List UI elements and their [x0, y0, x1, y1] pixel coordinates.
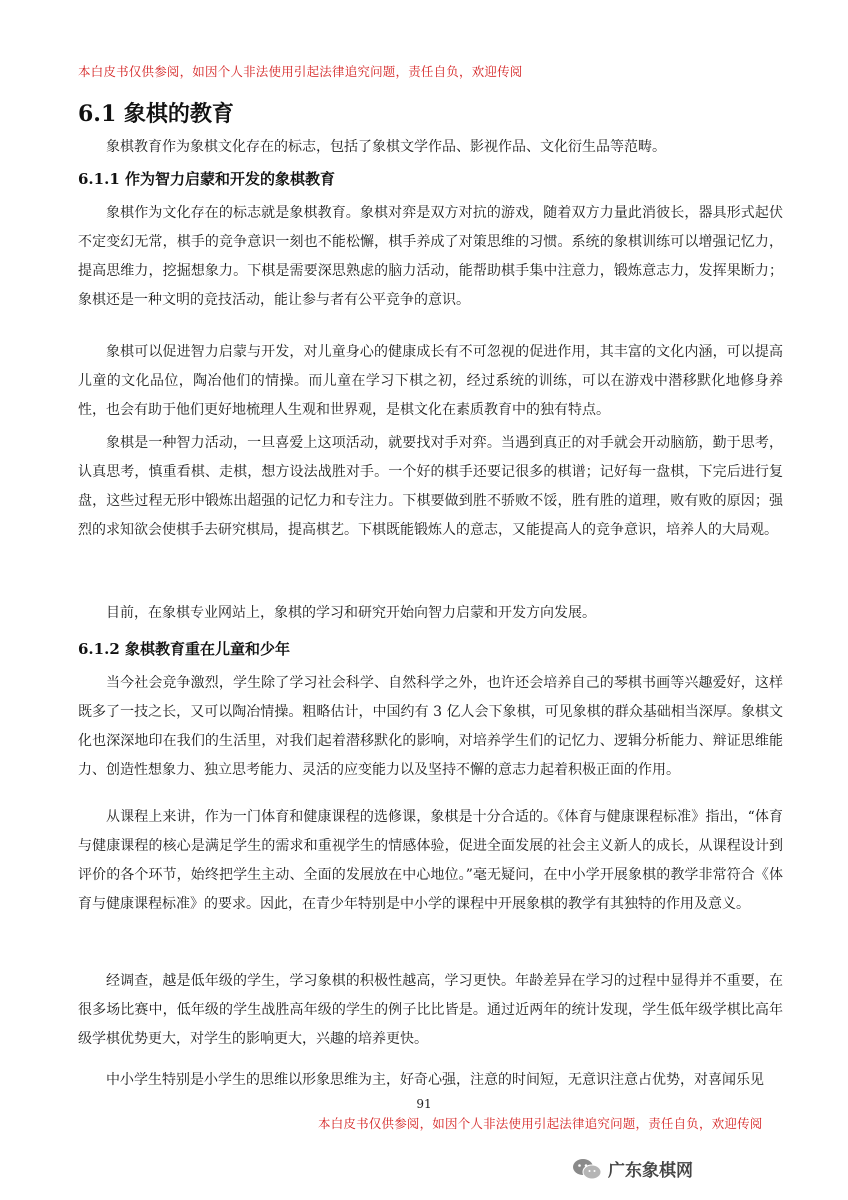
subsection-1-paragraph: 象棋作为文化存在的标志就是象棋教育。象棋对弈是双方对抗的游戏，随着双方力量此消彼长，器具形式起伏不定变幻无常，棋手的竞争意识一刻也不能松懈，棋手养成了对策思维的习惯。系统的象棋训练可以增强记忆力，提高思维力，挖掘想象力。下棋是需要深思熟虑的脑力活动，能帮助棋手集中注意力，锻炼意志力，发挥果断力；象棋还是一种文明的竞技活动，能让参与者有公平竞争的意识。 — [78, 205, 783, 308]
subsection-1-title: 6.1.1 作为智力启蒙和开发的象棋教育 — [78, 170, 335, 188]
subsection-2-paragraph: 经调查，越是低年级的学生，学习象棋的积极性越高，学习更快。年龄差异在学习的过程中显得并不重要，在很多场比赛中，低年级的学生战胜高年级的学生的例子比比皆是。通过近两年的统计发现，学生低年级学棋比高年级学棋优势更大，对学生的影响更大，兴趣的培养更快。 — [78, 973, 783, 1047]
subsection-1-paragraph: 象棋是一种智力活动，一旦喜爱上这项活动，就要找对手对弈。当遇到真正的对手就会开动脑筋，勤于思考，认真思考，慎重看棋、走棋，想方设法战胜对手。一个好的棋手还要记很多的棋谱；记好每一盘棋，下完后进行复盘，这些过程无形中锻炼出超强的记忆力和专注力。下棋要做到胜不骄败不馁，胜有胜的道理，败有败的原因；强烈的求知欲会使棋手去研究棋局，提高棋艺。下棋既能锻炼人的意志，又能提高人的竞争意识，培养人的大局观。 — [78, 435, 783, 538]
page-number: 91 — [416, 1097, 432, 1111]
subsection-2-paragraph: 从课程上来讲，作为一门体育和健康课程的选修课，象棋是十分合适的。《体育与健康课程标准》指出，“体育与健康课程的核心是满足学生的需求和重视学生的情感体验，促进全面发展的社会主义新人的成长，从课程设计到评价的各个环节，始终把学生主动、全面的发展放在中心地位。”毫无疑问，在中小学开展象棋的教学非常符合《体育与健康课程标准》的要求。因此，在青少年特别是中小学的课程中开展象棋的教学有其独特的作用及意义。 — [78, 809, 783, 912]
watermark — [572, 1156, 693, 1181]
wechat-icon — [572, 1158, 602, 1180]
footer-disclaimer: 本白皮书仅供参阅，如因个人非法使用引起法律追究问题，责任自负，欢迎传阅 — [318, 1116, 763, 1131]
subsection-1-paragraph: 目前，在象棋专业网站上，象棋的学习和研究开始向智力启蒙和开发方向发展。 — [106, 605, 596, 621]
watermark-text: 广东象棋网 — [608, 1161, 693, 1181]
section-title: 6.1 象棋的教育 — [78, 101, 234, 127]
subsection-2-paragraph: 当今社会竞争激烈，学生除了学习社会科学、自然科学之外，也许还会培养自己的琴棋书画等兴趣爱好，这样既多了一技之长，又可以陶冶情操。粗略估计，中国约有 3 亿人会下象棋，可见象棋的群众基础相当深厚。象棋文化也深深地印在我们的生活里，对我们起着潜移默化的影响，对培养学生们的记忆力、逻辑分析能力、辩证思维能力、创造性想象力、独立思考能力、灵活的应变能力以及坚持不懈的意志力起着积极正面的作用。 — [78, 675, 783, 778]
subsection-2-paragraph: 中小学生特别是小学生的思维以形象思维为主，好奇心强，注意的时间短，无意识注意占优势，对喜闻乐见 — [106, 1072, 764, 1088]
subsection-2-title: 6.1.2 象棋教育重在儿童和少年 — [78, 640, 290, 658]
section-intro: 象棋教育作为象棋文化存在的标志，包括了象棋文学作品、影视作品、文化衍生品等范畴。 — [106, 139, 666, 155]
subsection-1-paragraph: 象棋可以促进智力启蒙与开发，对儿童身心的健康成长有不可忽视的促进作用，其丰富的文化内涵，可以提高儿童的文化品位，陶冶他们的情操。而儿童在学习下棋之初，经过系统的训练，可以在游戏中潜移默化地修身养性，也会有助于他们更好地梳理人生观和世界观，是棋文化在素质教育中的独有特点。 — [78, 344, 783, 418]
header-disclaimer: 本白皮书仅供参阅，如因个人非法使用引起法律追究问题，责任自负，欢迎传阅 — [78, 64, 523, 79]
